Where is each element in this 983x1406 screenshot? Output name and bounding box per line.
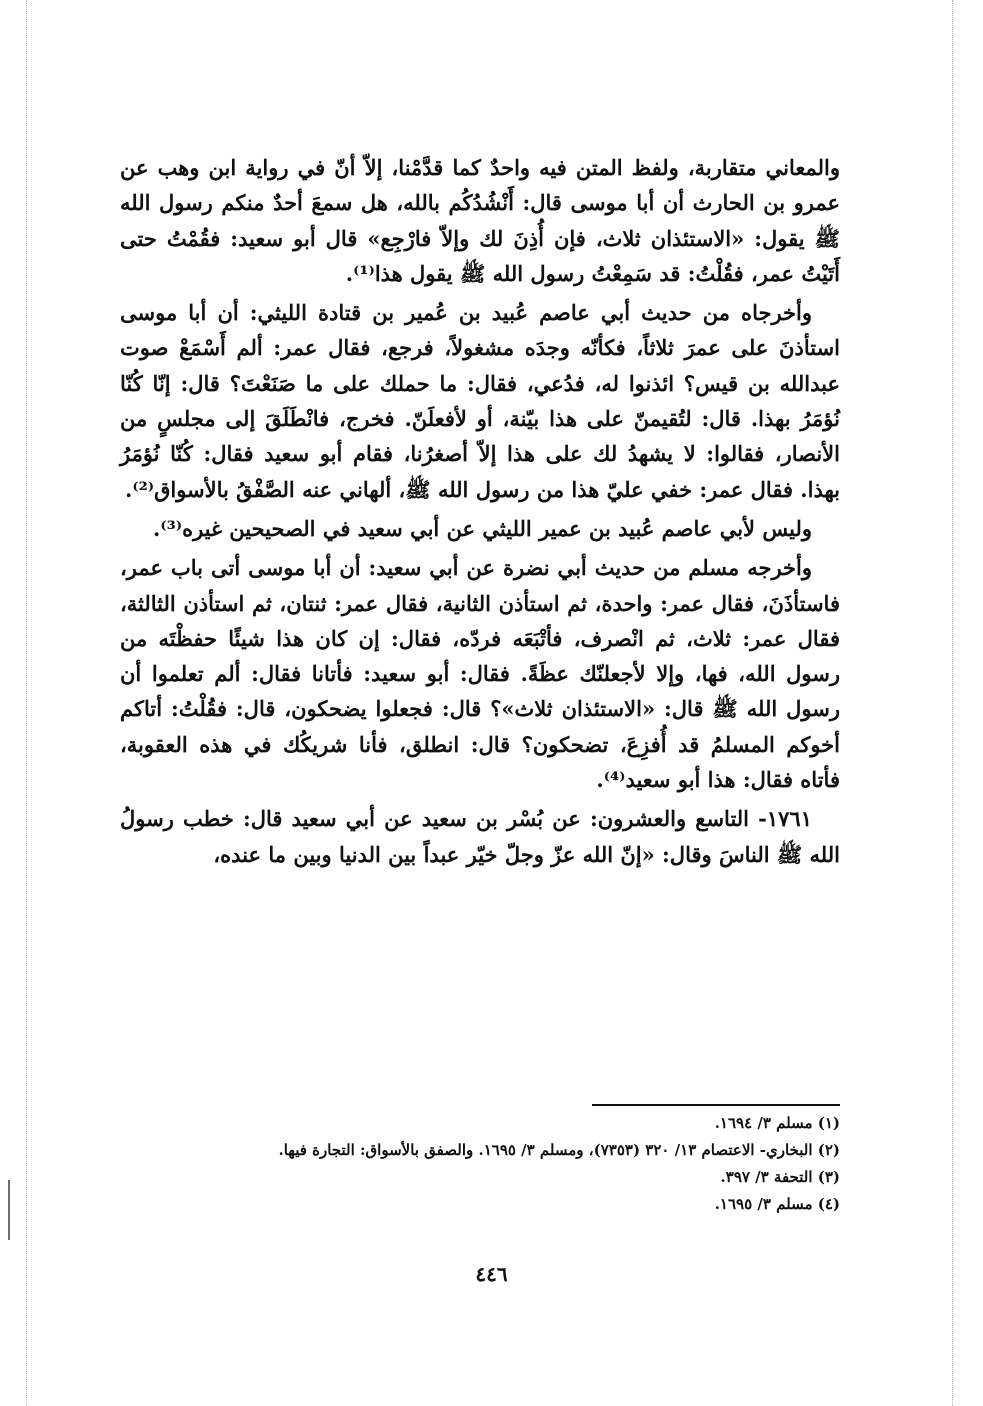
scan-artifact-line-right <box>952 0 953 1406</box>
footnote-4: (٤) مسلم ٣/ ١٦٩٥. <box>714 1195 840 1213</box>
paragraph-2: وأخرجاه من حديث أبي عاصم عُبيد بن عُمير بن قتادة الليثي: أن أبا موسى استأذنَ على عمرَ ثلاثاً، فكأنّه وجدَه مشغولاً، فرجع، فقال عمر: ألم أَسْمَعْ صوت عبدالله بن قيس؟ ائذنوا له، فدُعي، فقال: ما حملك على ما صَنَعْتَ؟ قال: إنّا كُنّا نُؤمَرُ بهذا. قال: لتُقيمنّ على هذا بيّنة، أو لأفعلَنّ. فخرج، فانْطَلَقَ إلى مجلسٍ من الأنصار، فقالوا: لا يشهدُ لك على هذا إلاّ أصغرُنا، فقام أبو سعيد فقال: كُنّا نُؤمَرُ بهذا. فقال عمر: خفي عليّ هذا من رسول الله ﷺ، ألهاني عنه الصَّفْقُ بالأسواق⁽²⁾. <box>120 300 840 502</box>
paragraph-1: والمعاني متقاربة، ولفظ المتن فيه واحدٌ كما قدَّمْنا، إلاّ أنّ في رواية ابن وهب عن عمرو بن الحارث أن أبا موسى قال: أَنْشُدُكُم بالله، هل سمعَ أحدٌ منكم رسول الله ﷺ يقول: «الاستئذان ثلاث، فإن أُذِنَ لك وإلاّ فارْجِع» قال أبو سعيد: فقُمْتُ حتى أَتَيْتُ عمر، فقُلْتُ: قد سَمِعْتُ رسول الله ﷺ يقول هذا⁽¹⁾. <box>120 155 840 286</box>
main-text <box>120 150 840 872</box>
scan-artifact-line-left <box>26 0 27 1406</box>
hadith-number: ١٧٦١- التاسع والعشرون: <box>589 806 812 832</box>
scan-artifact-mark <box>8 1180 10 1240</box>
footnote-2: (٢) البخاري- الاعتصام ١٣/ ٣٢٠ (٧٣٥٣)، ومسلم ٣/ ١٦٩٥. والصفق بالأسواق: التجارة فيها. <box>278 1141 840 1159</box>
footnotes <box>120 1110 840 1218</box>
footnote-1: (١) مسلم ٣/ ١٦٩٤. <box>714 1114 840 1132</box>
hadith-paragraph <box>120 801 840 872</box>
paragraph-4: وأخرجه مسلم من حديث أبي نضرة عن أبي سعيد: أن أبا موسى أتى باب عمر، فاستأذَنَ، فقال عمر: واحدة، ثم استأذن الثانية، فقال عمر: ثنتان، ثم استأذن الثالثة، فقال عمر: ثلاث، ثم انْصرف، فأتْبَعَه فردّه، فقال: إن كان هذا شيئًا حفظْتَه من رسول الله، فها، وإلا لأجعلنّك عظَةً. فقال: أبو سعيد: فأتانا فقال: ألم تعلموا أن رسول الله ﷺ قال: «الاستئذان ثلاث»؟ قال: فجعلوا يضحكون، قال: فقُلْتُ: أتاكم أخوكم المسلمُ قد أُفزِعَ، تضحكون؟ قال: انطلق، فأنا شريكُك في هذه العقوبة، فأتاه فقال: هذا أبو سعيد⁽⁴⁾. <box>120 555 840 793</box>
paragraph-3: وليس لأبي عاصم عُبيد بن عمير الليثي عن أبي سعيد في الصحيحين غيره⁽³⁾. <box>153 515 812 541</box>
page-number: ٤٤٦ <box>475 1262 508 1286</box>
footnote-divider <box>592 1104 840 1106</box>
hadith-text: عن بُسْر بن سعيد عن أبي سعيد قال: خطب رسولُ الله ﷺ الناسَ وقال: «إنّ الله عزّ وجلّ خيّر عبداً بين الدنيا وبين ما عنده، <box>120 806 840 867</box>
footnote-3: (٣) التحفة ٣/ ٣٩٧. <box>720 1168 840 1186</box>
